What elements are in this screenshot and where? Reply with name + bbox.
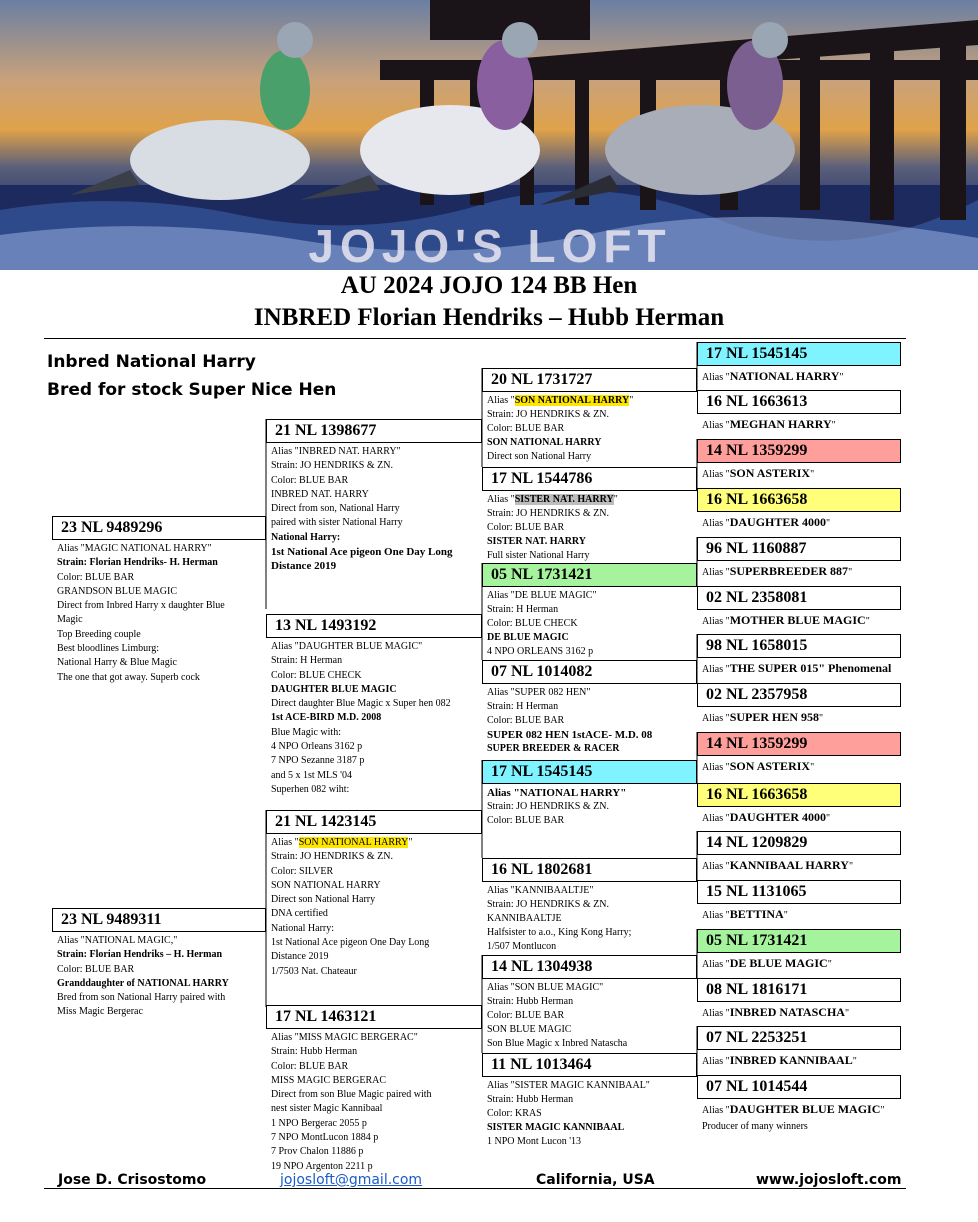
alias-prefix: Alias " [702, 664, 730, 675]
pedigree-card-gen4 [697, 537, 901, 581]
alias-prefix: Alias " [702, 616, 730, 627]
alias-prefix: Alias " [702, 1008, 730, 1019]
detail-line: National Harry: [271, 531, 341, 543]
detail-line: Full sister National Harry [487, 550, 590, 561]
alias-suffix: " [826, 813, 831, 824]
pigeon-id: 13 NL 1493192 [266, 614, 482, 638]
logo-text: JOJO'S LOFT [308, 220, 672, 270]
strain-line: Strain: Florian Hendriks – H. Herman [57, 949, 222, 961]
pigeon-id: 02 NL 2358081 [697, 586, 901, 610]
color-line: Color: BLUE BAR [487, 423, 565, 434]
pigeon-id: 15 NL 1131065 [697, 880, 901, 904]
alias-suffix: " [783, 910, 788, 921]
alias-line: Alias "DE BLUE MAGIC" [487, 590, 597, 601]
detail-line: 1st ACE-BIRD M.D. 2008 [271, 712, 382, 724]
pedigree-card-gen3 [482, 368, 697, 464]
detail-line: and 5 x 1st MLS '04 [271, 769, 352, 781]
alias-name: DAUGHTER 4000 [729, 515, 827, 529]
footer-email-link[interactable]: jojosloft@gmail.com [280, 1172, 423, 1188]
pedigree-card-gen3 [482, 1053, 697, 1149]
detail-line: SON BLUE MAGIC [487, 1024, 572, 1035]
page-subtitle: INBRED Florian Hendriks – Hubb Herman [253, 304, 725, 331]
pedigree-card-gen3 [482, 760, 697, 828]
detail-line: 1 NPO Bergerac 2055 p [271, 1117, 367, 1129]
detail-line: SISTER NAT. HARRY [487, 536, 587, 547]
strain-line: Strain: JO HENDRIKS & ZN. [271, 851, 393, 863]
alias-line [702, 563, 901, 581]
pedigree-card-gen2 [266, 810, 482, 979]
pigeon-id: 16 NL 1663613 [697, 390, 901, 414]
pedigree-card-gen4 [697, 488, 901, 532]
alias-line [702, 612, 901, 630]
intro-line-1: Inbred National Harry [47, 352, 256, 372]
strain-line: Strain: Hubb Herman [271, 1046, 358, 1058]
alias-prefix: Alias " [702, 1056, 730, 1067]
detail-line: SISTER MAGIC KANNIBAAL [487, 1122, 625, 1133]
detail-line: 4 NPO ORLEANS 3162 p [487, 646, 594, 657]
detail-line: 7 NPO Sezanne 3187 p [271, 755, 365, 767]
pigeon-id: 14 NL 1359299 [697, 732, 901, 756]
pedigree-card-gen3 [482, 858, 697, 954]
detail-line: 1st National Ace pigeon One Day Long [271, 546, 453, 559]
alias-suffix: " [865, 616, 870, 627]
detail-line: SUPER 082 HEN 1stACE- M.D. 08 [487, 729, 653, 741]
alias-line: Alias "KANNIBAALTJE" [487, 885, 594, 896]
page-title: AU 2024 JOJO 124 BB Hen [340, 272, 638, 299]
pedigree-card-gen4 [697, 586, 901, 630]
pigeon-id: 23 NL 9489311 [52, 908, 266, 932]
pigeon-id: 16 NL 1663658 [697, 783, 901, 807]
alias-name: SON ASTERIX [729, 466, 811, 480]
alias-line [702, 955, 901, 973]
detail-line: Blue Magic with: [271, 726, 341, 738]
detail-line: Granddaughter of NATIONAL HARRY [57, 977, 229, 989]
alias-suffix: " [852, 1056, 857, 1067]
pedigree-card-gen4 [697, 783, 901, 827]
detail-line: 1 NPO Mont Lucon '13 [487, 1136, 582, 1147]
pigeon-id: 14 NL 1209829 [697, 831, 901, 855]
alias-name: KANNIBAAL HARRY [729, 858, 849, 872]
intro-line-2: Bred for stock Super Nice Hen [47, 380, 337, 400]
detail-line: MISS MAGIC BERGERAC [271, 1074, 387, 1086]
detail-line: Direct daughter Blue Magic x Super hen 082 [271, 698, 451, 710]
alias-line [702, 758, 901, 776]
pedigree-card-gen3 [482, 955, 697, 1051]
detail-line: 1st National Ace pigeon One Day Long [271, 937, 430, 949]
pedigree-card-gen4 [697, 978, 901, 1022]
detail-line: 1/7503 Nat. Chateaur [271, 965, 357, 977]
footer-name: Jose D. Crisostomo [58, 1172, 207, 1188]
alias-name: SON ASTERIX [729, 759, 811, 773]
detail-line: 7 NPO MontLucon 1884 p [271, 1132, 379, 1144]
detail-line: SUPER BREEDER & RACER [487, 743, 620, 754]
alias-suffix: " [810, 762, 815, 773]
detail-line: SON NATIONAL HARRY [271, 879, 381, 891]
pigeon-id: 16 NL 1802681 [482, 858, 697, 882]
footer-website[interactable]: www.jojosloft.com [756, 1172, 902, 1188]
alias-name: INBRED KANNIBAAL [729, 1053, 853, 1067]
alias-name: MOTHER BLUE MAGIC [729, 613, 866, 627]
alias-suffix: " [848, 567, 853, 578]
alias-name: BETTINA [729, 907, 784, 921]
alias-suffix: " [880, 1105, 885, 1116]
detail-line: 7 Prov Chalon 11886 p [271, 1146, 364, 1158]
alias-prefix: Alias " [702, 762, 730, 773]
alias-name: DAUGHTER BLUE MAGIC [729, 1102, 881, 1116]
alias-prefix: Alias " [702, 713, 730, 724]
alias-highlight: SON NATIONAL HARRY [514, 395, 630, 406]
detail-line: KANNIBAALTJE [487, 913, 562, 924]
pedigree-dam [52, 908, 266, 1020]
alias-suffix: " [848, 861, 854, 872]
detail-line: Halfsister to a.o., King Kong Harry; [487, 927, 632, 938]
alias-prefix: Alias " [702, 372, 730, 383]
pigeon-id: 07 NL 2253251 [697, 1026, 901, 1050]
pigeon-id: 23 NL 9489296 [52, 516, 266, 540]
alias-line [702, 416, 901, 434]
pigeon-id: 96 NL 1160887 [697, 537, 901, 561]
alias-suffix: " [831, 420, 836, 431]
alias-prefix: Alias " [702, 910, 730, 921]
color-line: Color: BLUE BAR [271, 1060, 349, 1072]
detail-line: Son Blue Magic x Inbred Natascha [487, 1038, 628, 1049]
pedigree-card-gen4 [697, 634, 901, 678]
detail-line: Bred from son National Harry paired with [57, 992, 226, 1004]
alias-line [702, 660, 901, 678]
pigeon-id: 08 NL 1816171 [697, 978, 901, 1002]
alias-line [702, 809, 901, 827]
pedigree-card-gen4 [697, 683, 901, 727]
pigeon-id: 05 NL 1731421 [697, 929, 901, 953]
detail-line: 19 NPO Argenton 2211 p [271, 1160, 373, 1172]
strain-line: Strain: JO HENDRIKS & ZN. [271, 460, 393, 472]
alias-name: NATIONAL HARRY [729, 369, 840, 383]
alias-prefix: Alias " [702, 420, 730, 431]
alias-line [702, 1101, 901, 1119]
color-line: Color: BLUE CHECK [271, 669, 362, 681]
alias-line: Alias "MAGIC NATIONAL HARRY" [57, 543, 212, 554]
strain-line: Strain: H Herman [271, 655, 343, 667]
alias-line [702, 1052, 901, 1070]
alias-name: INBRED NATASCHA [729, 1005, 845, 1019]
footer-location: California, USA [536, 1172, 655, 1188]
pedigree-card-gen4 [697, 1075, 901, 1135]
color-line: Color: BLUE BAR [57, 963, 135, 975]
alias-line: Alias "SISTER NAT. HARRY" [487, 494, 618, 505]
detail-line: Direct son National Harry [271, 894, 376, 906]
pigeon-id: 21 NL 1398677 [266, 419, 482, 443]
pedigree-card-gen2 [266, 419, 482, 574]
pigeon-id: 98 NL 1658015 [697, 634, 901, 658]
pigeon-id: 17 NL 1544786 [482, 467, 697, 491]
alias-prefix: Alias " [702, 518, 730, 529]
detail-line: INBRED NAT. HARRY [271, 488, 369, 500]
detail-line: Top Breeding couple [57, 628, 141, 640]
alias-suffix: " [839, 372, 844, 383]
alias-line [702, 514, 901, 532]
color-line: Color: BLUE BAR [487, 815, 565, 826]
alias-name: MEGHAN HARRY [729, 417, 832, 431]
alias-line: Alias "SISTER MAGIC KANNIBAAL" [487, 1080, 650, 1091]
color-line: Color: BLUE BAR [487, 715, 565, 726]
detail-line: Distance 2019 [271, 560, 337, 573]
alias-line [702, 465, 901, 483]
strain-line: Strain: Florian Hendriks- H. Herman [57, 557, 218, 569]
detail-line: Superhen 082 wiht: [271, 783, 350, 795]
detail-line: The one that got away. Superb cock [57, 671, 200, 683]
alias-name: SUPER HEN 958 [729, 710, 820, 724]
pedigree-card-gen2 [266, 1005, 482, 1174]
pedigree-sire [52, 516, 266, 685]
detail-line: nest sister Magic Kannibaal [271, 1103, 383, 1115]
pedigree-card-gen4 [697, 831, 901, 875]
pigeon-id: 14 NL 1304938 [482, 955, 697, 979]
pigeon-id: 17 NL 1463121 [266, 1005, 482, 1029]
alias-prefix: Alias " [702, 959, 730, 970]
alias-prefix: Alias " [702, 567, 730, 578]
color-line: Color: KRAS [487, 1108, 542, 1119]
alias-suffix: " [827, 959, 832, 970]
pedigree-card-gen4 [697, 439, 901, 483]
pedigree-card-gen4 [697, 929, 901, 973]
alias-suffix: " [810, 469, 815, 480]
alias-line: Alias "NATIONAL HARRY" [487, 787, 627, 799]
alias-line: Alias "SON BLUE MAGIC" [487, 982, 604, 993]
alias-line [702, 857, 901, 875]
alias-prefix: Alias " [702, 469, 730, 480]
alias-line: Alias "SON NATIONAL HARRY" [271, 837, 413, 848]
pedigree-card-gen4 [697, 342, 901, 386]
pigeon-id: 17 NL 1545145 [697, 342, 901, 366]
alias-suffix: " [844, 1008, 850, 1019]
strain-line: Strain: JO HENDRIKS & ZN. [487, 508, 609, 519]
strain-line: Strain: Hubb Herman [487, 996, 574, 1007]
alias-highlight: SISTER NAT. HARRY [514, 494, 614, 505]
alias-line: Alias "SUPER 082 HEN" [487, 687, 591, 698]
detail-line: Direct son National Harry [487, 451, 592, 462]
alias-prefix: Alias " [702, 813, 730, 824]
alias-prefix: Alias " [702, 1105, 730, 1116]
alias-line: Alias "INBRED NAT. HARRY" [271, 446, 401, 457]
color-line: Color: BLUE BAR [57, 571, 135, 583]
alias-line: Alias "MISS MAGIC BERGERAC" [271, 1032, 418, 1043]
alias-prefix: Alias " [702, 861, 730, 872]
footer-divider [44, 1188, 906, 1189]
color-line: Color: BLUE CHECK [487, 618, 578, 629]
color-line: Color: BLUE BAR [487, 1010, 565, 1021]
color-line: Color: BLUE BAR [487, 522, 565, 533]
color-line: Color: SILVER [271, 865, 334, 877]
alias-line: Alias "SON NATIONAL HARRY" [487, 395, 634, 406]
detail-line: National Harry: [271, 922, 335, 934]
alias-suffix: " [819, 713, 824, 724]
pedigree-card-gen4 [697, 390, 901, 434]
alias-suffix: " [826, 518, 831, 529]
alias-line [702, 1004, 901, 1022]
pedigree-card-gen4 [697, 732, 901, 776]
pigeon-id: 11 NL 1013464 [482, 1053, 697, 1077]
strain-line: Strain: Hubb Herman [487, 1094, 574, 1105]
pigeon-id: 14 NL 1359299 [697, 439, 901, 463]
alias-highlight: SON NATIONAL HARRY [298, 837, 409, 848]
detail-line: Distance 2019 [271, 951, 329, 963]
detail-line: Direct from son, National Harry [271, 503, 400, 515]
detail-line: Direct from son Blue Magic paired with [271, 1089, 432, 1101]
detail-line: DE BLUE MAGIC [487, 632, 569, 643]
detail-line: Best bloodlines Limburg: [57, 643, 160, 655]
pigeon-id: 07 NL 1014544 [697, 1075, 901, 1099]
strain-line: Strain: JO HENDRIKS & ZN. [487, 409, 609, 420]
pigeon-id: 21 NL 1423145 [266, 810, 482, 834]
strain-line: Strain: H Herman [487, 701, 559, 712]
alias-line [702, 709, 901, 727]
alias-line [702, 368, 901, 386]
alias-line [702, 906, 901, 924]
pigeon-id: 02 NL 2357958 [697, 683, 901, 707]
detail-line: DNA certified [271, 908, 328, 920]
detail-line: 1/507 Montlucon [487, 941, 557, 952]
pedigree-card-gen3 [482, 467, 697, 563]
detail-line: GRANDSON BLUE MAGIC [57, 585, 178, 597]
alias-name: DAUGHTER 4000 [729, 810, 827, 824]
pedigree-card-gen3 [482, 563, 697, 659]
alias-line: Alias "DAUGHTER BLUE MAGIC" [271, 641, 423, 652]
alias-line: Alias "NATIONAL MAGIC," [57, 935, 178, 946]
pedigree-card-gen4 [697, 1026, 901, 1070]
pigeon-id: 20 NL 1731727 [482, 368, 697, 392]
detail-line: Miss Magic Bergerac [57, 1006, 143, 1018]
detail-line: SON NATIONAL HARRY [487, 437, 602, 448]
pedigree-card-gen3 [482, 660, 697, 756]
detail-line: paired with sister National Harry [271, 517, 403, 529]
pigeon-id: 16 NL 1663658 [697, 488, 901, 512]
strain-line: Strain: JO HENDRIKS & ZN. [487, 899, 609, 910]
pedigree-card-gen4 [697, 880, 901, 924]
pedigree-card-gen2 [266, 614, 482, 797]
detail-line: 4 NPO Orleans 3162 p [271, 741, 363, 753]
alias-name: SUPERBREEDER 887 [729, 564, 849, 578]
strain-line: Strain: H Herman [487, 604, 559, 615]
detail-line: Producer of many winners [702, 1121, 808, 1132]
detail-line: DAUGHTER BLUE MAGIC [271, 683, 397, 695]
detail-line: Magic [57, 614, 83, 626]
alias-name: THE SUPER 015" Phenomenal [729, 661, 892, 675]
color-line: Color: BLUE BAR [271, 474, 349, 486]
detail-line: Direct from Inbred Harry x daughter Blue [57, 600, 225, 612]
pigeon-id: 17 NL 1545145 [482, 760, 697, 784]
alias-name: DE BLUE MAGIC [729, 956, 828, 970]
detail-line: National Harry & Blue Magic [57, 657, 177, 669]
pigeon-id: 05 NL 1731421 [482, 563, 697, 587]
strain-line: Strain: JO HENDRIKS & ZN. [487, 801, 609, 812]
pigeon-id: 07 NL 1014082 [482, 660, 697, 684]
